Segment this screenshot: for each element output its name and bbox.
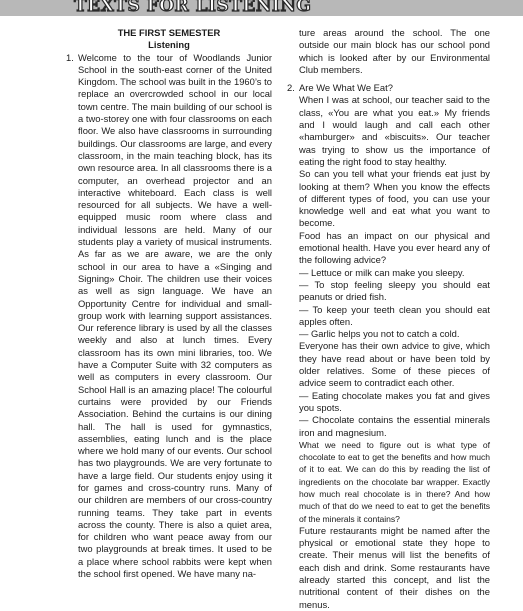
section-header-title: TEXTS FOR LISTENING <box>74 0 312 16</box>
listening-subtitle: Listening <box>148 39 190 51</box>
right-column <box>287 27 490 611</box>
advice-item: — Eating chocolate makes you fat and gives you spots. <box>299 389 490 413</box>
paragraph: Everyone has their own advice to give, which they have read about or have been told by older relatives. Some of these pieces of advice seem to contradict each other. <box>299 340 490 389</box>
paragraph: So can you tell what your friends eat just by looking at them? When you know the effects of different types of food, you can use your knowledge well and eat what you want to become. <box>299 168 490 229</box>
left-column <box>66 27 272 580</box>
advice-item: — Garlic helps you not to catch a cold. <box>299 328 460 340</box>
item-1-continuation: ture areas around the school. The one outside our main block has our school pond which is looked after by our Environmental Club members. <box>299 27 490 75</box>
item-number: 1. <box>66 51 74 63</box>
advice-item: — Lettuce or milk can make you sleepy. <box>299 266 465 278</box>
advice-item: — Chocolate contains the essential minerals iron and magnesium. <box>299 414 490 438</box>
advice-item: — To keep your teeth clean you should eat apples often. <box>299 303 490 327</box>
paragraph: Future restaurants might be named after the physical or emotional state they hope to create. Their menus will list the benefits of each dish and drink. Some restaurants have already started this concept, and list the nutritional content of their dishes on the menus. <box>299 524 490 610</box>
item-2-title: Are We What We Eat? <box>299 82 393 94</box>
item-number: 2. <box>287 82 295 94</box>
item-text: Welcome to the tour of Woodlands Junior School in the south-east corner of the United Kingdom. The school was built in the 1960’s to replace an overcrowded school in our local town centre. The main building of our school is a two-storey one with four classrooms on each floor. We also have classrooms in surrounding buildings. Our classrooms are large, and every classroom, in the main teaching block, has its own resource area. In all classrooms there is a computer, an overhead projector and an interactive whiteboard. Each class is well resourced for all subjects. We have a well-equipped music room where class and individual lessons are held. Many of our students play a variety of musical instruments. As far as we are aware, we are the only school in our area to have a «Singing and Signing» Choir. The children use their voices as well as sign language. We have an Opportunity Centre for individual and small-group work with learning support assistances. Our reference library is used by all the classes weekly and also at lunch times. Every classroom has its own mini libraries, too. We have a Computer Suite with 32 computers as well as computers in every classroom. Our School Hall is an amazing place! The colourful curtains were provided by our Friends Association. Behind the curtains is our dining hall. The hall is used for gymnastics, assemblies, eating lunch and is the place where we hold many of our events. Our school has two playgrounds. We are very fortunate to have a large field. Our students enjoy using it for games and cross-country runs. Many of our children are members of our cross-country running teams. They take part in events across the county. There is also a quiet area, for children who want peace away from our two playgrounds at break times. It used to be a place where school rabbits were kept when the school first opened. We have many na- <box>78 51 272 580</box>
paragraph: What we need to figure out is what type of chocolate to eat to get the benefits and how much of it to eat. We can do this by reading the list of ingredients on the chocolate bar wrapper. Exactly how much real chocolate is in there? And how much of that do we need to eat to get the benefits of the minerals it contains? <box>299 439 490 524</box>
listening-item-2 <box>287 82 490 611</box>
advice-item: — To stop feeling sleepy you should eat peanuts or dried fish. <box>299 278 490 303</box>
semester-title: THE FIRST SEMESTER <box>117 27 221 38</box>
paragraph: When I was at school, our teacher said to the class, «You are what you eat.» My friends and I would laugh and call each other «hamburger» and «biscuits». Our teacher was trying to show us the importance of eating the right food to stay healthy. <box>299 94 490 167</box>
listening-item-1 <box>66 52 272 581</box>
paragraph: Food has an impact on our physical and emotional health. Have you ever heard any of the following advice? <box>299 229 490 266</box>
